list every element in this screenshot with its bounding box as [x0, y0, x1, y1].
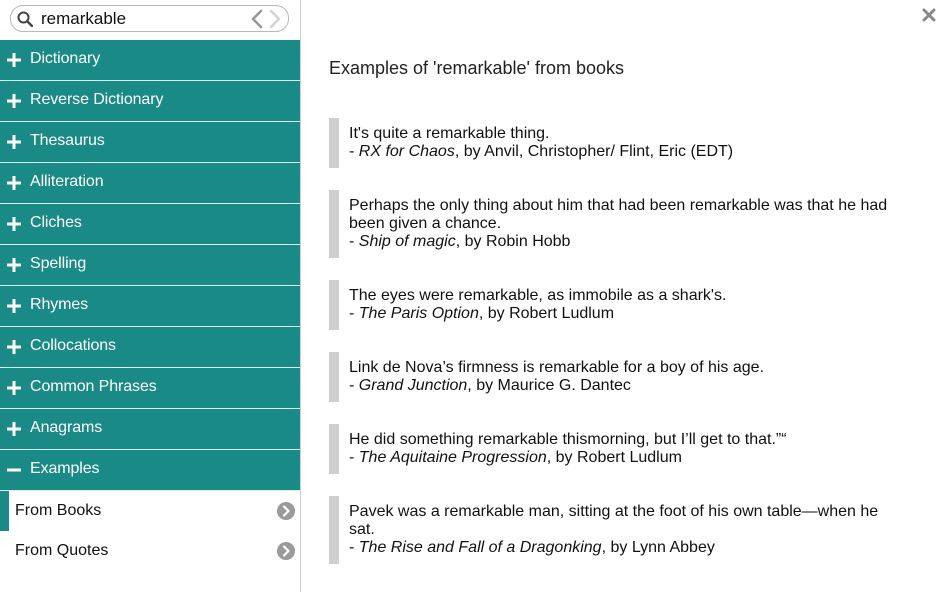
- sidebar: [0, 0, 301, 592]
- book-title: Ship of magic: [358, 233, 456, 250]
- plus-icon: [7, 94, 21, 108]
- menu-item-collocations[interactable]: [0, 327, 300, 368]
- book-author: , by Lynn Abbey: [601, 539, 715, 556]
- menu-item-label: Collocations: [30, 337, 116, 354]
- example-attribution: [349, 377, 899, 395]
- example-attribution: [349, 305, 899, 323]
- menu-item-label: Reverse Dictionary: [30, 91, 164, 108]
- example-item: [329, 280, 899, 330]
- tool-menu: [0, 40, 300, 571]
- book-author: , by Robert Ludlum: [478, 305, 615, 322]
- example-attribution: [349, 539, 899, 557]
- menu-item-label: Common Phrases: [30, 378, 157, 395]
- menu-item-label: Dictionary: [30, 50, 101, 67]
- book-author: , by Anvil, Christopher/ Flint, Eric (EDT): [454, 143, 734, 160]
- book-title: The Rise and Fall of a Dragonking: [358, 539, 602, 556]
- submenu-item-from-quotes[interactable]: [0, 531, 300, 571]
- example-item: [329, 352, 899, 402]
- plus-icon: [7, 381, 21, 395]
- plus-icon: [7, 217, 21, 231]
- chevron-right-circle-icon: [277, 502, 295, 520]
- example-item: [329, 118, 899, 168]
- book-title: Grand Junction: [358, 377, 468, 394]
- menu-item-examples[interactable]: [0, 450, 300, 491]
- plus-icon: [7, 53, 21, 67]
- example-item: [329, 424, 899, 474]
- chevron-left-icon[interactable]: [249, 9, 265, 29]
- menu-item-common-phrases[interactable]: [0, 368, 300, 409]
- example-item: [329, 496, 899, 564]
- example-item: [329, 190, 899, 258]
- search-box[interactable]: [10, 5, 289, 32]
- plus-icon: [7, 135, 21, 149]
- menu-item-label: Thesaurus: [30, 132, 105, 149]
- attribution-prefix: -: [349, 449, 359, 466]
- menu-item-dictionary[interactable]: [0, 40, 300, 81]
- menu-item-thesaurus[interactable]: [0, 122, 300, 163]
- search-input[interactable]: [41, 8, 241, 30]
- example-attribution: [349, 233, 899, 251]
- example-quote: He did something remarkable thismorning, but I’ll get to that.”“: [349, 431, 787, 448]
- menu-item-label: Examples: [30, 460, 100, 477]
- book-author: , by Robert Ludlum: [546, 449, 682, 466]
- example-attribution: [349, 143, 899, 161]
- menu-item-alliteration[interactable]: [0, 163, 300, 204]
- search-bar: [10, 5, 289, 32]
- main-content: [301, 0, 941, 592]
- menu-item-reverse-dictionary[interactable]: [0, 81, 300, 122]
- chevron-right-circle-icon: [277, 542, 295, 560]
- chevron-right-icon[interactable]: [267, 9, 283, 29]
- menu-item-label: Cliches: [30, 214, 82, 231]
- submenu-item-label: From Quotes: [15, 542, 109, 559]
- menu-item-label: Rhymes: [30, 296, 89, 313]
- plus-icon: [7, 340, 21, 354]
- submenu-item-from-books[interactable]: [0, 491, 300, 531]
- book-author: , by Maurice G. Dantec: [467, 377, 631, 394]
- plus-icon: [7, 299, 21, 313]
- example-attribution: [349, 449, 899, 467]
- plus-icon: [7, 422, 21, 436]
- example-quote: Perhaps the only thing about him that had been remarkable was that he had been given a chance.: [349, 197, 888, 232]
- search-icon: [17, 11, 33, 27]
- attribution-prefix: -: [349, 143, 359, 160]
- book-title: The Aquitaine Progression: [358, 449, 547, 466]
- menu-item-cliches[interactable]: [0, 204, 300, 245]
- close-icon[interactable]: [922, 8, 936, 22]
- menu-item-label: Anagrams: [30, 419, 103, 436]
- menu-item-spelling[interactable]: [0, 245, 300, 286]
- example-quote: The eyes were remarkable, as immobile as a shark's.: [349, 287, 727, 304]
- book-author: , by Robin Hobb: [455, 233, 571, 250]
- menu-item-label: Spelling: [30, 255, 87, 272]
- example-quote: It's quite a remarkable thing.: [349, 125, 550, 142]
- example-quote: Link de Nova’s firmness is remarkable for a boy of his age.: [349, 359, 765, 376]
- history-nav: [249, 9, 285, 29]
- plus-icon: [7, 176, 21, 190]
- example-list: [329, 118, 899, 586]
- menu-item-label: Alliteration: [30, 173, 104, 190]
- attribution-prefix: -: [349, 305, 359, 322]
- menu-item-anagrams[interactable]: [0, 409, 300, 450]
- page-title: Examples of 'remarkable' from books: [329, 58, 624, 78]
- example-quote: Pavek was a remarkable man, sitting at the foot of his own table—when he sat.: [349, 503, 879, 538]
- attribution-prefix: -: [349, 377, 359, 394]
- attribution-prefix: -: [349, 539, 359, 556]
- book-title: RX for Chaos: [358, 143, 455, 160]
- attribution-prefix: -: [349, 233, 359, 250]
- menu-item-rhymes[interactable]: [0, 286, 300, 327]
- minus-icon: [7, 463, 21, 477]
- book-title: The Paris Option: [358, 305, 479, 322]
- submenu-item-label: From Books: [15, 502, 102, 519]
- plus-icon: [7, 258, 21, 272]
